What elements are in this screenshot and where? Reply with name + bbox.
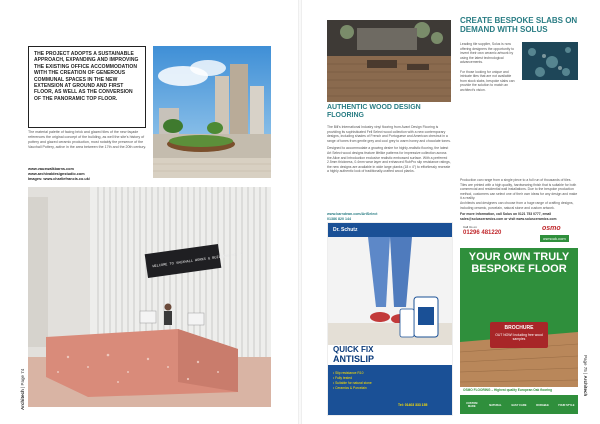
brochure-subtitle: OUT NOW! Including free wood samples: [495, 333, 543, 342]
osmo-advert[interactable]: [460, 222, 578, 414]
bespoke-body-column: [460, 42, 518, 96]
osmo-feature: EASY CARE: [511, 403, 527, 407]
left-tab-brand: Architech: [20, 389, 25, 410]
osmo-feature: DURABLE: [536, 403, 549, 407]
schutz-phone: Tel: 01403 333 155: [398, 403, 428, 407]
wood-article-title: AUTHENTIC WOOD DESIGN FLOORING: [327, 104, 421, 119]
right-tab-brand: Architech: [583, 375, 588, 397]
wood-flooring-photo: [327, 20, 451, 102]
osmo-feature-row: [460, 396, 578, 414]
schutz-headline-antislip: ANTISLIP: [333, 354, 375, 364]
wood-links: [327, 212, 451, 221]
link-vauxwalk[interactable]: www.vauxwalkbarns.com: [28, 167, 74, 171]
wood-article-body: [327, 125, 451, 177]
osmo-headline: YOUR OWN TRULY BESPOKE FLOOR: [468, 251, 570, 275]
bespoke-article-title: CREATE BESPOKE SLABS ON DEMAND WITH SOLUS: [460, 16, 578, 34]
lobby-sign-text: WELCOME TO VAUXHALL WORKS & BUILDING NO. 1: [152, 252, 243, 270]
link-karndean[interactable]: www.karndean.com/ArtSelect: [327, 212, 378, 216]
left-links: [28, 167, 148, 182]
schutz-bullet: • Fully tested: [333, 376, 352, 380]
schutz-bullet: • Slip resistance R10: [333, 371, 364, 375]
lobby-reception-photo: [28, 187, 271, 407]
left-tab-text: [20, 369, 25, 410]
intro-pullquote: [28, 46, 146, 128]
right-page-number: Page 75 |: [583, 355, 588, 375]
schutz-bullet: • Ceramics & Porcelain: [333, 386, 367, 390]
wood-paragraph-2: Designed to accommodate a growing desire for highly-realistic flooring, the latest Art Select wood designs feature lifelike patterns for impressive collection across the Alice and Introduction exclusive realistic embossed surface. With a preferred 2.5mm thickness, 0.4mm wear layer and enhanced RubPro slip resistance ratings, the new designs are available in wide large planks (18 x 4") to effortlessly recreate a highly authentic look of traditionally-crafted wood planks.: [327, 146, 451, 174]
schutz-bullet-list: [333, 371, 389, 391]
link-archival[interactable]: www.archivaldesignstudio.com: [28, 172, 85, 176]
bespoke-full-paragraph: Production can range from a single piece to a full run of thousands of tiles. Tiles are printed with a high quality, hardwearing finish that is suitable for both commercial and residential wall installations. Due to the bespoke production method, customers can select one of their own ideas for any design and make it a reality. Architects and designers can choose from a huge range of crafting designs, including ceramic, porcelain, natural stone and custom artwork.: [460, 178, 578, 210]
osmo-phone: 01296 481220: [463, 230, 502, 236]
rooftop-terrace-photo: [153, 46, 271, 178]
dr-schutz-advert[interactable]: [327, 222, 453, 416]
left-page-number: | Page 74: [20, 368, 25, 388]
left-body-paragraph: The material palette of facing brick and glazed tiles of the new façade references the original concept of the building, as well the site's history of pottery and glazed ceramic production, most notably the presence of the Vauxhall Pottery, active in the area between the 17th and the 20th century.: [28, 130, 147, 149]
brochure-title: BROCHURE: [504, 325, 534, 331]
osmo-brochure-badge[interactable]: [490, 322, 548, 348]
schutz-hero-image: [328, 237, 452, 345]
osmo-feature: CUSTOM MADE: [466, 402, 478, 408]
bespoke-paragraph: Leading tile supplier, Solus is now offering designers the opportunity to invent their own ceramic artwork by using the latest technological advancements. For those looking for unique and intricate tiles that are not available from stock slabs, bespoke slabs can provide the solution to match an architect's vision.: [460, 42, 515, 92]
osmo-strapline-text: OSMO FLOORING – Highest quality European Oak flooring: [463, 388, 553, 392]
right-tab-text: [583, 355, 588, 396]
left-page-tab: [18, 355, 26, 410]
wood-paragraph-1: The Bill's International Industry vinyl flooring from Avant Design Flooring is providing its sophisticated Fell Select wood collection with a new contemporary designs, including shades of French and Portuguese and American chestnut in a range of tones from gentle grey and cool grey to warm honey and chocolate tones.: [327, 125, 451, 143]
osmo-feature: YOUR STYLE: [557, 403, 575, 407]
schutz-headline-quickfix: QUICK FIX: [333, 345, 374, 354]
osmo-feature: NATURAL: [489, 403, 502, 407]
wood-phone: 01386 820 144: [327, 216, 351, 221]
osmo-call-label: Call Us on: [463, 225, 477, 229]
schutz-bullet: • Suitable for natural stone: [333, 381, 372, 385]
osmo-website[interactable]: osmouk.com: [540, 235, 569, 242]
osmo-strapline: [460, 387, 578, 395]
intro-text: THE PROJECT ADOPTS A SUSTAINABLE APPROACH, EXPANDING AND IMPROVING THE EXISTING OFFICE ACCOMMODATION WITH THE CREATION OF GENEROUS COMMUNAL SPACES IN THE NEW EXTENSION AT GROUND AND FIRST FLOOR, AS WELL AS THE CONVERSION OF THE PANORAMIC TOP FLOOR.: [34, 51, 139, 102]
right-page-tab: [583, 355, 594, 410]
schutz-logo: Dr. Schutz: [328, 223, 452, 237]
spread-gutter: [298, 0, 302, 424]
ceramic-slab-photo: [522, 42, 578, 80]
link-images[interactable]: Images: www.charliefrancis.co.uk/: [28, 177, 90, 181]
bespoke-contact: For more information, call Solus on 0121 753 0777, email sales@solusceramics.com or visit www.solusceramics.com: [460, 212, 557, 221]
osmo-logo: osmo: [542, 225, 561, 232]
left-body-text: [28, 130, 148, 153]
bespoke-body-full: [460, 178, 578, 213]
